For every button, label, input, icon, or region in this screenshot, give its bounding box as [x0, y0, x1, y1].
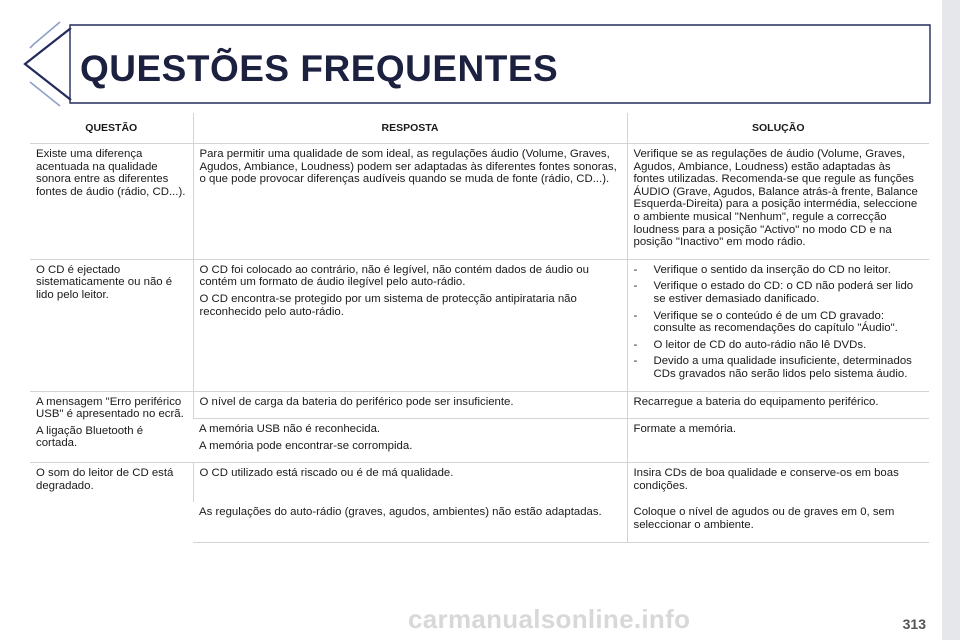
solution-list-item	[634, 310, 924, 335]
question-cell	[30, 463, 193, 542]
dash-marker: -	[633, 309, 638, 322]
solution-item-text: O leitor de CD do auto-rádio não lê DVDs.	[653, 338, 867, 351]
solution-cell	[627, 463, 929, 503]
faq-row	[30, 463, 929, 503]
question-text: A ligação Bluetooth é cortada.	[36, 424, 144, 450]
answer-cell	[193, 419, 627, 463]
solution-text: Insira CDs de boa qualidade e conserve-os em boas condições.	[633, 467, 899, 492]
page-title: QUESTÕES FREQUENTES	[80, 48, 559, 89]
solution-item-text: Verifique o estado do CD: o CD não poderá ser lido se estiver demasiado danificado.	[653, 280, 914, 305]
header-solution: SOLUÇÃO	[627, 113, 929, 144]
question-cell	[30, 391, 193, 463]
answer-text: O nível de carga da bateria do periférico pode ser insuficiente.	[199, 395, 514, 408]
answer-cell	[193, 502, 627, 542]
dash-marker: -	[633, 338, 638, 351]
question-cell	[30, 144, 193, 260]
solution-text: Recarregue a bateria do equipamento periférico.	[633, 395, 879, 408]
dash-marker: -	[633, 355, 638, 368]
solution-cell	[627, 502, 929, 542]
question-text: O som do leitor de CD está degradado.	[36, 467, 174, 492]
faq-header-row	[30, 113, 929, 144]
solution-item-text: Verifique se o conteúdo é de um CD gravado: consulte as recomendações do capítulo "Áudio".	[653, 309, 898, 335]
solution-cell	[627, 391, 929, 419]
answer-cell	[193, 259, 627, 391]
answer-text: As regulações do auto-rádio (graves, agudos, ambientes) não estão adaptadas.	[199, 506, 602, 519]
solution-text: Coloque o nível de agudos ou de graves em 0, sem seleccionar o ambiente.	[633, 506, 895, 532]
solution-list	[634, 264, 924, 381]
solution-cell	[627, 144, 929, 260]
answer-text: O CD utilizado está riscado ou é de má qualidade.	[199, 467, 454, 480]
solution-text: Verifique se as regulações de áudio (Volume, Graves, Agudos, Ambiance, Loudness) estão adaptadas às fontes utilizadas. Recomenda-se que regule as funções ÁUDIO (Grave, Agudos, Balance atrás-à frente, Balance Esquerda-Direita) para a posição intermédia, seleccione o ambiente musical "Nenhum", regule a correcção loudness para a posição "Activo" no modo CD e na posição "Inactivo" em modo rádio.	[633, 148, 918, 249]
solution-item-text: Devido a uma qualidade insuficiente, determinados CDs gravados não serão lidos pelo sistema áudio.	[653, 355, 912, 380]
question-text: A mensagem "Erro periférico USB" é apresentado no ecrã.	[36, 395, 184, 421]
answer-text: O CD foi colocado ao contrário, não é legível, não contém dados de áudio ou contém um formato de áudio ilegível pelo auto-rádio.	[199, 263, 589, 289]
answer-cell	[193, 144, 627, 260]
faq-row	[30, 391, 929, 419]
page-number: 313	[902, 616, 926, 632]
faq-row	[30, 144, 929, 260]
solution-cell	[627, 419, 929, 463]
faq-table	[30, 113, 929, 543]
question-cell	[30, 259, 193, 391]
page-edge-band	[942, 0, 960, 640]
answer-text: Para permitir uma qualidade de som ideal, as regulações áudio (Volume, Graves, Agudos, Ambiance, Loudness) podem ser adaptadas às diferentes fontes sonoras, o que pode provocar diferenças audíveis quando se muda de fonte (rádio, CD...).	[199, 148, 617, 186]
question-text: O CD é ejectado sistematicamente ou não é lido pelo leitor.	[36, 263, 173, 301]
answer-text: A memória pode encontrar-se corrompida.	[199, 439, 413, 452]
answer-text: O CD encontra-se protegido por um sistema de protecção antipirataria não reconhecido pelo auto-rádio.	[199, 292, 577, 318]
answer-text: A memória USB não é reconhecida.	[199, 423, 381, 436]
question-text: Existe uma diferença acentuada na qualidade sonora entre as diferentes fontes de áudio (rádio, CD...).	[36, 148, 186, 198]
solution-text: Formate a memória.	[633, 423, 737, 436]
answer-cell	[193, 391, 627, 419]
answer-cell	[193, 463, 627, 503]
dash-marker: -	[633, 263, 638, 276]
faq-row	[30, 259, 929, 391]
dash-marker: -	[633, 280, 638, 293]
solution-list-item	[634, 264, 924, 277]
solution-list-item	[634, 339, 924, 352]
header-answer: RESPOSTA	[193, 113, 627, 144]
solution-list-item	[634, 355, 924, 380]
header-question: QUESTÃO	[30, 113, 193, 144]
solution-cell	[627, 259, 929, 391]
watermark-text: carmanualsonline.info	[408, 604, 691, 634]
solution-list-item	[634, 280, 924, 305]
solution-item-text: Verifique o sentido da inserção do CD no leitor.	[653, 263, 891, 276]
